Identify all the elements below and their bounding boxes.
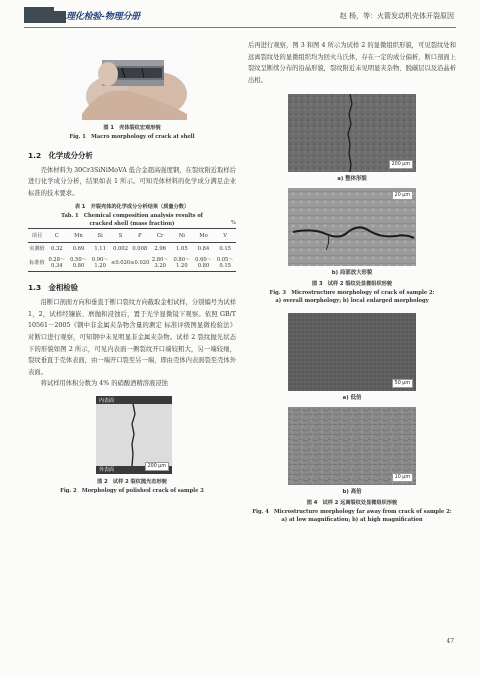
section-1-2-paragraph: 壳体材料为 30Cr3SiNiMoVA 低合金超高强度钢，在裂纹附近取样后进行化学成分分析，结果如表 1 所示。可知壳体材料的化学成分满足企业标准的技术要求。 [28,166,236,197]
section-1-3-paragraph-2: 将试样用体积分数为 4% 的硝酸酒精溶液浸蚀 [40,380,168,388]
figure-1-caption-cn: 图 1 壳体裂纹宏观形貌 [103,125,161,131]
figure-1-caption-en: Fig. 1 Macro morphology of crack at shell [69,134,195,140]
figure-4b-micrograph [288,407,416,485]
table-cell: 0.80～1.20 [171,254,193,272]
table-header-cell: Si [89,229,111,243]
figure-1-photo [72,44,192,120]
table-header-cell: P [130,229,149,243]
table-header-cell: Mn [68,229,90,243]
continuation-paragraph: 后再进行观察，图 3 和图 4 所示为试样 2 的显微组织形貌，可见裂纹处和远离裂纹处的显微组织均为回火马氏体，存在一定的成分偏析，断口剖面上裂纹呈断续分布的沿晶形貌，裂纹附近未见明显夹杂物、脱碳层以及沿晶析出相。 [248,42,456,84]
table-header-cell: Ni [171,229,193,243]
scale-bar: 20 μm [392,191,413,200]
header-divider [24,27,456,28]
figure-4b-caption: b) 高倍 [342,489,362,496]
figure-4-caption-en-line1: Fig. 4 Microstructure morphology far away from crack of sample 2: [252,509,452,516]
table-cell: 2.96 [154,245,166,252]
journal-logo [24,7,184,23]
scale-bar: 50 μm [392,379,413,388]
table-cell: 0.69 [72,245,85,252]
figure-2-caption-en: Fig. 2 Morphology of polished crack of sample 2 [60,488,204,495]
table-header-cell: Cr [149,229,171,243]
figure-3-caption-en-line1: Fig. 3 Microstructure morphology of crack of sample 2: [269,290,435,297]
table-cell: 0.05～0.15 [214,254,236,272]
table-row [28,243,236,255]
figure-2-caption-cn: 图 2 试样 2 裂纹抛光态形貌 [97,479,167,486]
table-cell: 0.28～0.34 [46,254,68,272]
table-header-row [28,229,236,243]
figure-4a-caption: a) 低倍 [342,395,362,402]
table-cell: 0.002 [113,245,128,252]
left-column [28,40,236,496]
table-header-cell: Mo [193,229,215,243]
figure-3a-micrograph [288,94,416,172]
figure-3-caption-en-line2: a) overall morphology; b) local enlarged morphology [275,297,429,304]
table-cell: 0.50～0.80 [68,254,90,272]
table-cell: 0.008 [132,245,148,252]
table-cell: 1.05 [176,245,188,252]
figure-3-caption-en [248,290,456,305]
outer-surface-label: 外表面 [99,467,115,474]
scale-bar: 200 μm [145,462,169,471]
figure-4a-micrograph [288,313,416,391]
figure-3b-caption: b) 局部放大形貌 [331,270,373,277]
journal-name: 理化检验-物理分册 [66,12,140,22]
table-cell: 0.90～1.20 [89,254,111,272]
table-cell: 实测值 [29,246,45,253]
table-cell: 0.32 [51,245,63,252]
scale-bar: 200 μm [389,160,413,169]
table-1-unit: % [230,220,236,227]
table-1-caption-en-line2: cracked shell (mass fraction) [89,221,175,228]
table-cell: 1.11 [94,245,106,252]
table-cell: ≤0.020 [130,254,149,272]
figure-4-caption-cn: 图 4 试样 2 远离裂纹处显微组织形貌 [306,500,398,507]
figure-4-caption-en [248,509,456,524]
figure-3a-caption: a) 整体形貌 [337,176,367,183]
section-1-3-title: 1.3 金相检验 [28,283,79,293]
table-cell: 0.84 [197,245,210,252]
running-head: 赵 杨，等：火箭发动机壳体开裂原因 [339,12,454,20]
section-1-3-paragraph: 沿断口剖面方向和垂直于断口裂纹方向截取金相试样，分别编号为试样 1，2，试样经镶嵌、磨抛和浸蚀后，置于光学显微镜下观察。依照 GB/T 10561－2005《钢中非金属夹杂物含量的测定 标准评级图显微检验法》对断口进行观察，可知钢中未见明显非金属夹杂物。试样 2 裂纹抛光状态下的形貌如图 2 所示，可见内表面一侧裂纹开口端较粗大，另一端较细，裂纹垂直于壳体表面，由一端开口裂至另一端，即由壳体内表面裂至壳体外表面。 [28,299,236,376]
table-cell: 0.15 [219,245,231,252]
table-header-cell: C [46,229,68,243]
page-header [0,0,480,30]
table-cell: ≤0.020 [111,254,130,272]
figure-4-caption-en-line2: a) at low magnification; b) at high magnification [281,516,423,523]
table-header-cell: S [111,229,130,243]
scale-bar: 10 μm [392,473,413,482]
table-header-cell: V [214,229,236,243]
table-1-caption-cn: 表 1 开裂壳体的化学成分分析结果（质量分数） [74,204,190,211]
chemical-composition-table [28,228,236,272]
table-cell: 0.60～0.80 [193,254,215,272]
inner-surface-label: 内表面 [99,398,115,405]
table-header-cell: 项目 [28,229,46,243]
table-cell: 标准值 [28,254,46,272]
page-number: 47 [446,638,454,645]
figure-2-micrograph [96,396,172,474]
table-cell: 2.80～3.20 [149,254,171,272]
right-column [248,40,456,524]
table-row [28,254,236,272]
table-1-caption-en-line1: Tab. 1 Chemical composition analysis results of [61,213,203,220]
figure-3b-micrograph [288,188,416,266]
figure-3-caption-cn: 图 3 试样 2 裂纹处显微组织形貌 [311,281,393,288]
section-1-2-title: 1.2 化学成分分析 [28,150,93,160]
